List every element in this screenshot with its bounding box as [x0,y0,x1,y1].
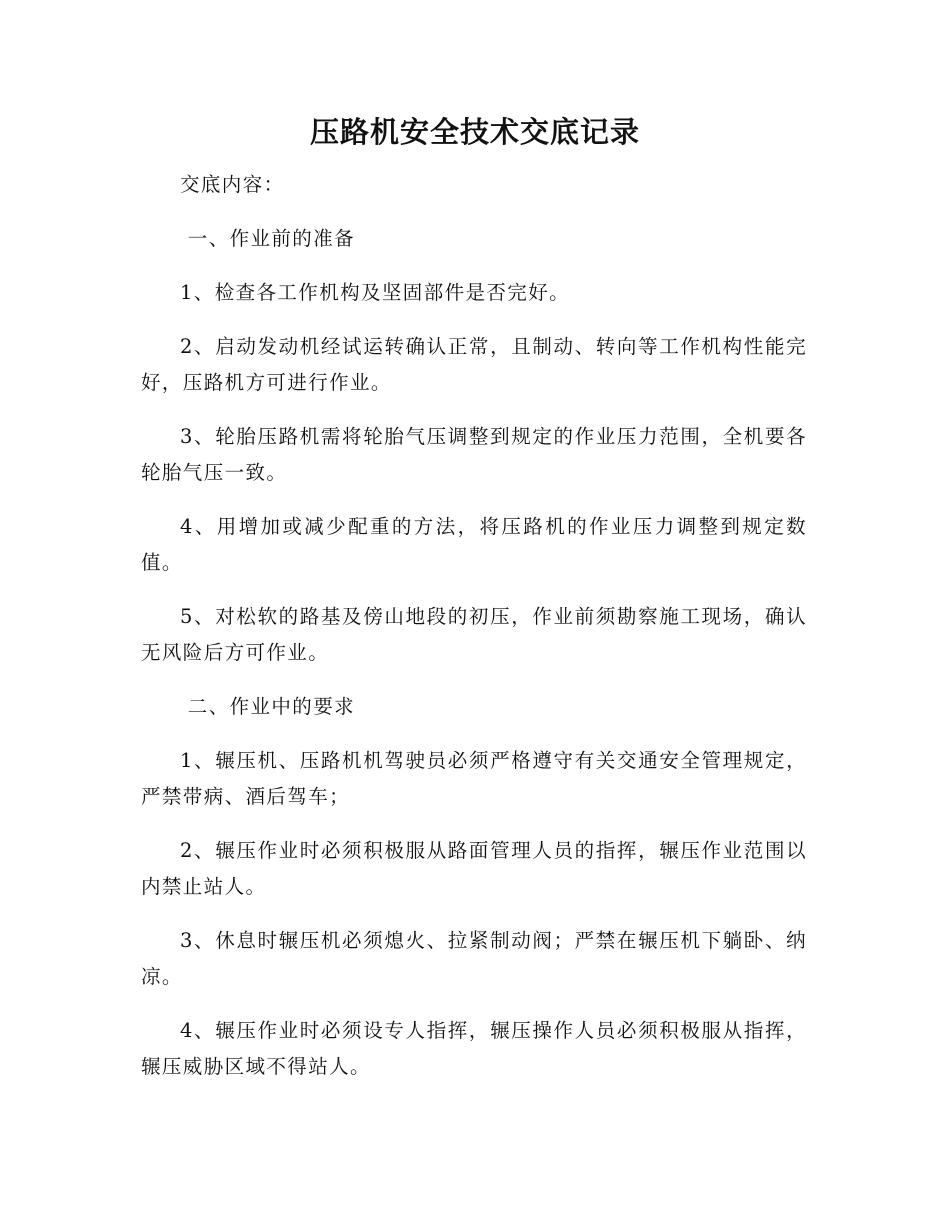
list-item: 2、辗压作业时必须积极服从路面管理人员的指挥，辗压作业范围以内禁止站人。 [141,839,807,898]
intro-label: 交底内容： [180,173,285,196]
list-item: 1、检查各工作机构及坚固部件是否完好。 [180,281,571,304]
document-title: 压路机安全技术交底记录 [309,115,640,149]
list-item: 2、启动发动机经试运转确认正常，且制动、转向等工作机构性能完好，压路机方可进行作业。 [141,335,807,394]
list-item: 3、休息时辗压机必须熄火、拉紧制动阀；严禁在辗压机下躺卧、纳凉。 [141,929,807,988]
section-heading: 一、作业前的准备 [187,227,355,250]
list-item: 3、轮胎压路机需将轮胎气压调整到规定的作业压力范围，全机要各轮胎气压一致。 [141,425,807,484]
section-heading: 二、作业中的要求 [187,695,355,718]
list-item: 4、用增加或减少配重的方法，将压路机的作业压力调整到规定数值。 [141,515,807,574]
list-item: 5、对松软的路基及傍山地段的初压，作业前须勘察施工现场，确认无风险后方可作业。 [141,605,807,664]
list-item: 1、辗压机、压路机机驾驶员必须严格遵守有关交通安全管理规定，严禁带病、酒后驾车； [141,749,807,808]
document-body [141,167,807,1103]
list-item: 4、辗压作业时必须设专人指挥，辗压操作人员必须积极服从指挥，辗压威胁区域不得站人。 [141,1019,807,1078]
